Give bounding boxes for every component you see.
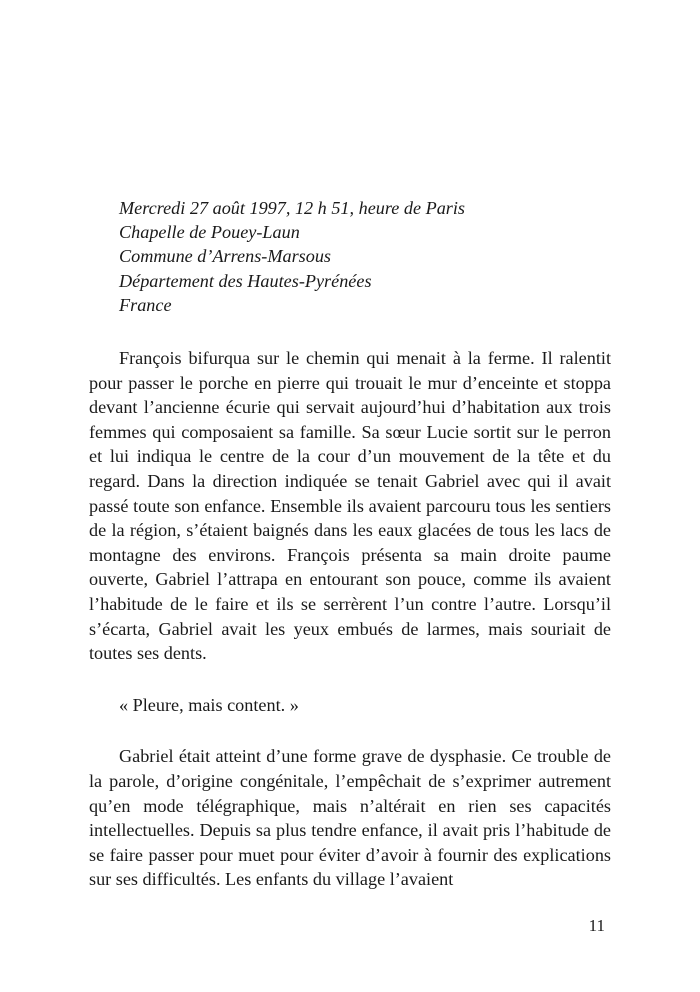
- page-number: 11: [588, 916, 605, 935]
- heading-commune-line: Commune d’Arrens-Marsous: [119, 246, 332, 267]
- heading-chapel-line: Chapelle de Pouey-Laun: [119, 222, 300, 243]
- chapter-heading: [89, 196, 611, 317]
- heading-department-line: Département des Hautes-Pyrénées: [119, 270, 372, 291]
- heading-date-line: Mercredi 27 août 1997, 12 h 51, heure de Paris: [119, 198, 466, 218]
- heading-country-line: France: [119, 294, 172, 315]
- page-body: [89, 196, 611, 892]
- paragraph-gabriel-dysphasia: Gabriel était atteint d’une forme grave de dysphasie. Ce trouble de la parole, d’origine congénitale, l’empêchait de s’exprimer autrement qu’en mode télégraphique, mais n’altérait en rien ses capacités intellectuelles. Depuis sa plus tendre enfance, il avait pris l’habitude de se faire passer pour muet pour éviter d’avoir à fournir des explications sur ses difficultés. Les enfants du village l’avaient: [89, 746, 611, 890]
- paragraph-francois-arrival: François bifurqua sur le chemin qui menait à la ferme. Il ralentit pour passer le porche en pierre qui trouait le mur d’enceinte et stoppa devant l’ancienne écurie qui servait aujourd’hui d’habitation aux trois femmes qui composaient sa famille. Sa sœur Lucie sortit sur le perron et lui indiqua le centre de la cour d’un mouvement de la tête et du regard. Dans la direction indiquée se tenait Gabriel avec qui il avait passé toute son enfance. Ensemble ils avaient parcouru tous les sentiers de la région, s’étaient baignés dans les eaux glacées de tous les lacs de montagne des environs. François présenta sa main droite paume ouverte, Gabriel l’attrapa en entourant son pouce, comme ils avaient l’habitude de le faire et ils se serrèrent l’un contre l’autre. Lorsqu’il s’écarta, Gabriel avait les yeux embués de larmes, mais souriait de toutes ses dents.: [89, 348, 611, 664]
- paragraph-quote: « Pleure, mais content. »: [119, 694, 299, 715]
